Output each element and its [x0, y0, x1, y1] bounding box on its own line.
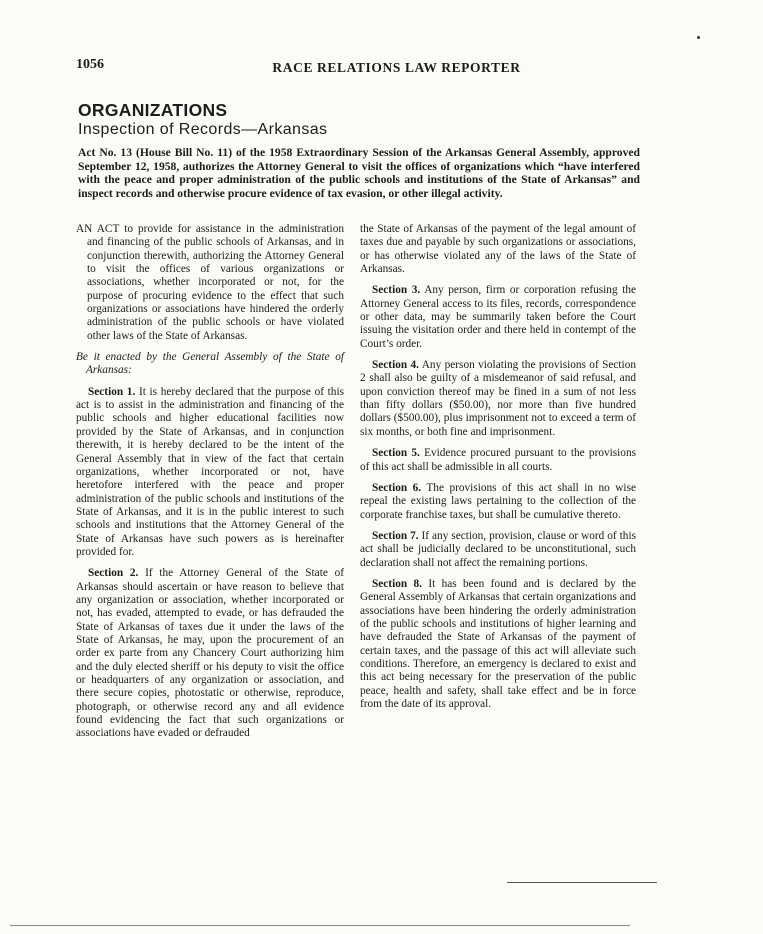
- section-text: Any person violating the provisions of Section 2 shall also be guilty of a misdemeanor of said refusal, and upon conviction thereof may be fined in a sum of not less than fifty dollars ($50.00), nor more than five hundred dollars ($500.00), plus imprisonment not to exceed a term of six months, or both fine and imprisonment.: [360, 359, 636, 438]
- section-subheading: Inspection of Records—Arkansas: [78, 121, 328, 138]
- enacting-clause: Be it enacted by the General Assembly of the State of Arkansas:: [76, 351, 344, 377]
- section-8: [360, 578, 636, 711]
- section-label: Section 6.: [372, 481, 422, 494]
- section-label: Section 1.: [88, 385, 136, 398]
- section-7: [360, 530, 636, 570]
- section-1: [76, 386, 344, 559]
- section-text: It has been found and is declared by the General Assembly of Arkansas that certain organizations and associations have been hindering the orderly administration of the public schools and institutions of higher learning and have defrauded the State of Arkansas of the payment of certain taxes, and the passage of this act will alleviate such conditions. Therefore, an emergency is declared to exist and this act being necessary for the preservation of the public peace, health and safety, shall take effect and be in force from the date of its approval.: [360, 577, 636, 710]
- footer-rule: [507, 882, 657, 883]
- section-text: If the Attorney General of the State of Arkansas should ascertain or have reason to believe that any organization or association, whether incorporated or not, has evaded, attempted to evade, or has defrauded the State of Arkansas of taxes due it under the laws of the State of Arkansas, he may, upon the procurement of an order ex parte from any Chancery Court authorizing him and the duly elected sheriff or his deputy to visit the office or headquarters of any organization or association, and there secure copies, photostatic or otherwise, reproduce, photograph, or otherwise record any and all evidence found evidencing the fact that such organizations or associations have evaded or defrauded: [76, 567, 344, 740]
- section-label: Section 8.: [372, 577, 422, 590]
- right-column: [360, 223, 636, 719]
- section-text: Any person, firm or corporation refusing the Attorney General access to its files, records, correspondence or other data, may be summarily taken before the Court issuing the visitation order and there held in contempt of the Court’s order.: [360, 284, 636, 350]
- left-column: [76, 223, 344, 749]
- section-6: [360, 482, 636, 522]
- running-head: RACE RELATIONS LAW REPORTER: [272, 60, 521, 75]
- act-summary: Act No. 13 (House Bill No. 11) of the 1958 Extraordinary Session of the Arkansas General Assembly, approved September 12, 1958, authorizes the Attorney General to visit the offices of organizations which “have interfered with the peace and proper administration of the public schools and institutions of the State of Arkansas” and inspect records and otherwise procure evidence of tax evasion, or other illegal activity.: [78, 146, 640, 200]
- section-2: [76, 567, 344, 740]
- section-heading: ORGANIZATIONS: [78, 100, 228, 120]
- section-label: Section 7.: [372, 529, 419, 542]
- section-5: [360, 447, 636, 474]
- section-text: It is hereby declared that the purpose of this act is to assist in the administration and financing of the public schools and higher educational facilities now provided by the State of Arkansas, and in conjunction therewith, it is hereby declared to be the intent of the General Assembly that in view of the fact that certain organizations, whether incorporated or not, have heretofore interfered with the peace and proper administration of the public schools and institutions of the State of Arkansas, and it is in the public interest to such schools and institutions that the Attorney General of the State of Arkansas have such powers as is hereinafter provided for.: [76, 385, 344, 558]
- section-label: Section 3.: [372, 284, 421, 297]
- section-label: Section 4.: [372, 359, 420, 372]
- scan-edge-line: [10, 925, 630, 926]
- scan-speck: [697, 36, 700, 39]
- section-text: Evidence procured pursuant to the provisions of this act shall be admissible in all courts.: [360, 447, 636, 473]
- section-label: Section 5.: [372, 447, 420, 460]
- section-text: The provisions of this act shall in no wise repeal the existing laws pertaining to the collection of the corporate franchise taxes, but shall be cumulative thereto.: [360, 481, 636, 521]
- section-label: Section 2.: [88, 567, 139, 580]
- section-2-continued: the State of Arkansas of the payment of the legal amount of taxes due and payable by such organizations or associations, or has otherwise violated any of the laws of the State of Arkansas.: [360, 223, 636, 276]
- section-3: [360, 284, 636, 351]
- page-number: 1056: [76, 57, 104, 72]
- act-title-paragraph: AN ACT to provide for assistance in the administration and financing of the public schools of Arkansas, and in conjunction therewith, authorizing the Attorney General to visit the offices of various organizations or associations, whether incorporated or not, for the purpose of procuring evidence to the effect that such organizations or associations have hindered the orderly administration of the public schools or have violated other laws of the State of Arkansas.: [76, 223, 344, 342]
- section-text: If any section, provision, clause or word of this act shall be judicially declared to be unconstitutional, such declaration shall not affect the remaining portions.: [360, 529, 636, 569]
- section-4: [360, 359, 636, 439]
